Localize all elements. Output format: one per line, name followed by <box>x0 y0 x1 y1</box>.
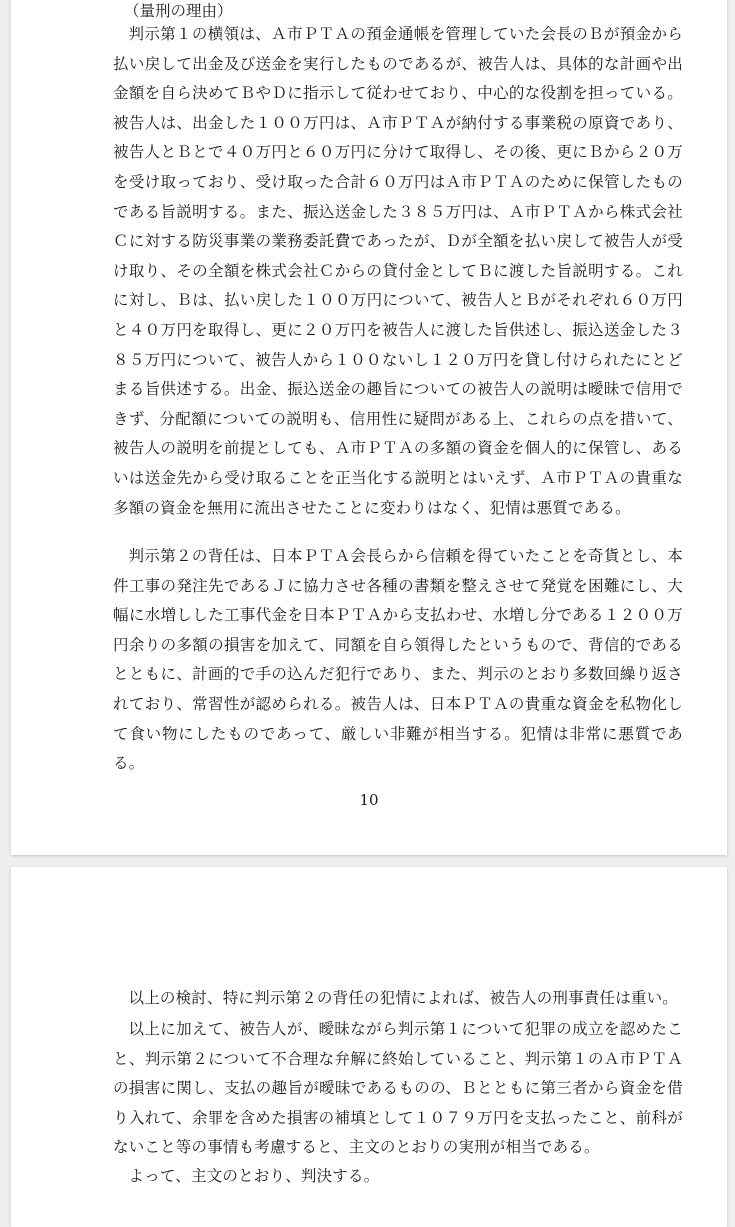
section-heading: （量刑の理由） <box>124 2 233 20</box>
paragraph-judgment: よって、主文のとおり、判決する。 <box>128 1167 380 1185</box>
page-number: 10 <box>359 791 379 809</box>
document-page-11 <box>11 867 727 1227</box>
document-page-10 <box>11 0 727 855</box>
paragraph-breach-of-trust: 判示第２の背任は、日本ＰＴＡ会長らから信頼を得ていたことを奇貨とし、本件工事の発注先であるＪに協力させ各種の書類を整えさせて発覚を困難にし、大幅に水増しした工事代金を日本ＰＴＡから支払わせ、水増し分である１２００万円余りの多額の損害を加えて、同額を自ら領得したというもので、背信的であるとともに、計画的で手の込んだ犯行であり、また、判示のとおり多数回繰り返されており、常習性が認められる。被告人は、日本ＰＴＡの貴重な資金を私物化して食い物にしたものであって、厳しい非難が相当する。犯情は非常に悪質である。 <box>113 547 683 773</box>
paragraph-criminal-responsibility: 以上の検討、特に判示第２の背任の犯情によれば、被告人の刑事責任は重い。 <box>128 989 679 1007</box>
paragraph-embezzlement: 判示第１の横領は、Ａ市ＰＴＡの預金通帳を管理していた会長のＢが預金から払い戻して出金及び送金を実行したものであるが、被告人は、具体的な計画や出金額を自ら決めてＢやＤに指示して従わせており、中心的な役割を担っている。被告人は、出金した１００万円は、Ａ市ＰＴＡが納付する事業税の原資であり、被告人とＢとで４０万円と６０万円に分けて取得し、その後、更にＢから２０万を受け取っており、受け取った合計６０万円はＡ市ＰＴＡのために保管したものである旨説明する。また、振込送金した３８５万円は、Ａ市ＰＴＡから株式会社Ｃに対する防災事業の業務委託費であったが、Ｄが全額を払い戻して被告人が受け取り、その全額を株式会社Ｃからの貸付金としてＢに渡した旨説明する。これに対し、Ｂは、払い戻した１００万円について、被告人とＢがそれぞれ６０万円と４０万円を取得し、更に２０万円を被告人に渡した旨供述し、振込送金した３８５万円について、被告人から１００ないし１２０万円を貸し付けられたにとどまる旨供述する。出金、振込送金の趣旨についての被告人の説明は曖昧で信用できず、分配額についての説明も、信用性に疑問がある上、これらの点を措いて、被告人の説明を前提としても、Ａ市ＰＴＡの多額の資金を個人的に保管し、あるいは送金先から受け取ることを正当化する説明とはいえず、Ａ市ＰＴＡの貴重な多額の資金を無用に流出させたことに変わりはなく、犯情は悪質である。 <box>113 25 683 517</box>
paragraph-mitigating-circumstances: 以上に加えて、被告人が、曖昧ながら判示第１について犯罪の成立を認めたこと、判示第２について不合理な弁解に終始していること、判示第１のＡ市ＰＴＡの損害に関し、支払の趣旨が曖昧であるものの、Ｂとともに第三者から資金を借り入れて、余罪を含めた損害の補填として１０７９万円を支払ったこと、前科がないこと等の事情も考慮すると、主文のとおりの実刑が相当である。 <box>113 1020 683 1157</box>
